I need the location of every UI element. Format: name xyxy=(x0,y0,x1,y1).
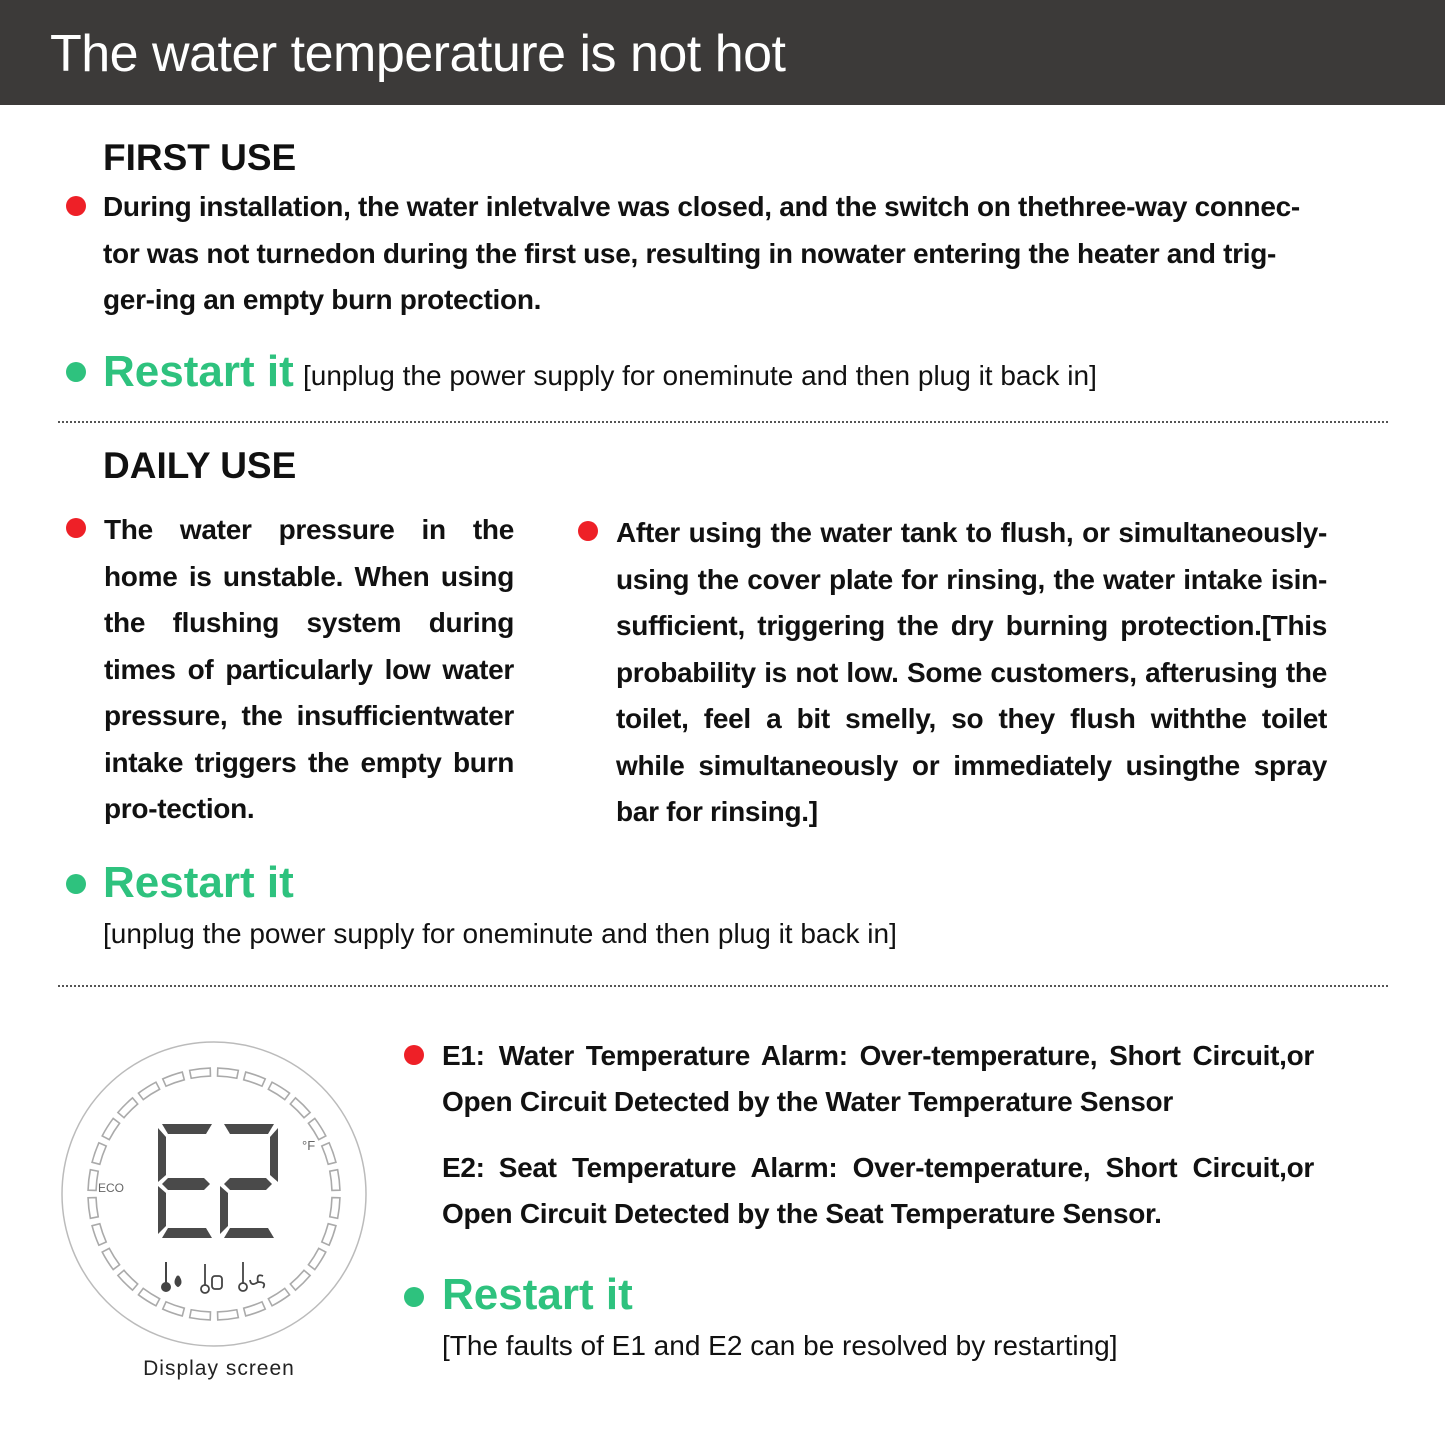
error-e1 xyxy=(442,1033,1314,1125)
display-caption: Display screen xyxy=(143,1357,295,1380)
ring-segment xyxy=(244,1302,266,1316)
ring-segment xyxy=(92,1143,106,1165)
ring-segment xyxy=(218,1310,239,1320)
page-header xyxy=(0,0,1445,105)
daily-use-title: DAILY USE xyxy=(103,445,297,486)
error-restart-note: [The faults of E1 and E2 can be resolved by restarting] xyxy=(442,1330,1118,1361)
ring-segment xyxy=(308,1248,325,1269)
daily-use-cause-left: The water pressure in the home is unstable. When using the flushing system during times of particularly low water pressure, the insufficientwater intake triggers the empty burn pro-tection. xyxy=(104,514,514,824)
bullet-green-dot xyxy=(66,874,86,894)
error-e2 xyxy=(442,1145,1314,1237)
bullet-red-dot xyxy=(404,1045,424,1065)
first-use-title: FIRST USE xyxy=(103,137,297,178)
daily-use-restart-note: [unplug the power supply for oneminute and then plug it back in] xyxy=(103,918,897,949)
ring-segment xyxy=(138,1082,159,1099)
ring-segment xyxy=(244,1072,266,1086)
ring-segment xyxy=(268,1082,289,1099)
ring-segment xyxy=(190,1310,211,1320)
first-use-cause-line-1: During installation, the water inletvalve was closed, and the switch on thethree-way connec- xyxy=(103,191,1300,222)
ring-segment xyxy=(118,1098,138,1118)
first-use-cause xyxy=(103,184,1318,324)
ring-segment xyxy=(190,1068,211,1078)
ring-segment xyxy=(102,1248,119,1269)
ring-segment xyxy=(102,1118,119,1139)
page-title: The water temperature is not hot xyxy=(50,25,786,83)
ring-segment xyxy=(118,1270,138,1290)
error-code: E2: xyxy=(442,1152,485,1183)
ring-segment xyxy=(290,1270,310,1290)
section-divider xyxy=(58,421,1388,423)
section-divider xyxy=(58,985,1388,987)
ring-segment xyxy=(322,1224,336,1246)
eco-label: ECO xyxy=(98,1181,125,1195)
bullet-red-dot xyxy=(66,196,86,216)
error-description: Water Temperature Alarm: Over-temperature, Short Circuit,or Open Circuit Detected by the Water Temperature Sensor xyxy=(442,1040,1314,1117)
ring-segment xyxy=(290,1098,310,1118)
ring-segment xyxy=(88,1170,98,1191)
ring-segment xyxy=(308,1118,325,1139)
first-use-restart-note: [unplug the power supply for oneminute and then plug it back in] xyxy=(303,360,1097,391)
bullet-red-dot xyxy=(66,518,86,538)
first-use-cause-line-3: ger-ing an empty burn protection. xyxy=(103,284,542,315)
ring-segment xyxy=(88,1198,98,1219)
seven-seg-e xyxy=(158,1124,212,1238)
ring-segment xyxy=(322,1143,336,1165)
thermometer-seat-icon xyxy=(201,1264,222,1293)
error-restart-label: Restart it xyxy=(442,1270,633,1319)
bullet-green-dot xyxy=(66,362,86,382)
bullet-red-dot xyxy=(578,521,598,541)
display-screen-illustration xyxy=(60,1040,368,1348)
ring-segment xyxy=(163,1302,185,1316)
ring-segment xyxy=(92,1224,106,1246)
ring-segment xyxy=(163,1072,185,1086)
error-code: E1: xyxy=(442,1040,485,1071)
display-screen-svg xyxy=(60,1040,368,1348)
thermometer-fan-icon xyxy=(239,1262,264,1291)
unit-label: °F xyxy=(302,1138,316,1153)
error-description: Seat Temperature Alarm: Over-temperature, Short Circuit,or Open Circuit Detected by the Seat Temperature Sensor. xyxy=(442,1152,1314,1229)
first-use-cause-line-2: tor was not turnedon during the first use, resulting in nowater entering the heater and trig- xyxy=(103,237,1277,269)
ring-segment xyxy=(138,1288,159,1305)
thermometer-water-icon xyxy=(162,1262,181,1291)
daily-use-restart-label: Restart it xyxy=(103,858,294,907)
seven-seg-2 xyxy=(220,1124,278,1238)
bullet-green-dot xyxy=(404,1287,424,1307)
daily-use-cause-right: After using the water tank to flush, or simultaneously-using the cover plate for rinsing, the water intake isin-sufficient, triggering the dry burning protection.[This probability is not low. Some customers, afterusing the toilet, feel a bit smelly, so they flush withthe toilet while simultaneously or immediately usingthe spray bar for rinsing.] xyxy=(616,517,1327,827)
ring-segment xyxy=(330,1170,340,1191)
first-use-restart-label: Restart it xyxy=(103,347,294,396)
ring-segment xyxy=(268,1288,289,1305)
ring-segment xyxy=(218,1068,239,1078)
ring-segment xyxy=(330,1198,340,1219)
